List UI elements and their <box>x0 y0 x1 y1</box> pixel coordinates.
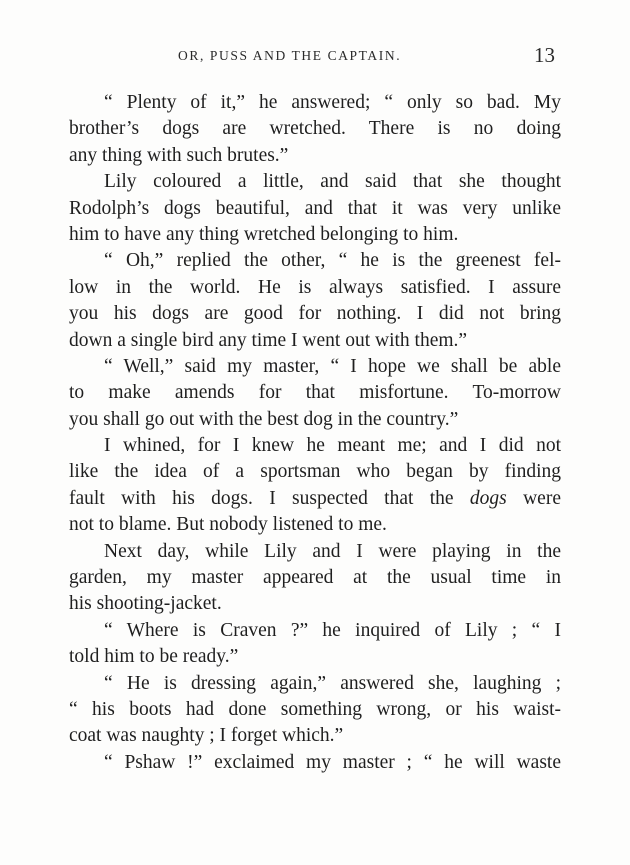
text-line: “ Plenty of it,” he answered; “ only so bad. My <box>104 92 561 113</box>
page-number: 13 <box>534 43 555 67</box>
text-line: low in the world. He is always satisfied. I assure <box>69 276 561 298</box>
text-line: brother’s dogs are wretched. There is no doing <box>69 118 561 140</box>
text-line: coat was naughty ; I forget which.” <box>69 725 344 747</box>
text-line: you his dogs are good for nothing. I did not bring <box>69 303 561 325</box>
text-line: you shall go out with the best dog in the country.” <box>69 408 459 430</box>
text-line: Next day, while Lily and I were playing in the <box>104 540 561 562</box>
text-line: like the idea of a sportsman who began by finding <box>69 461 561 483</box>
italic-emphasis: dogs <box>469 487 507 509</box>
text-line: told him to be ready.” <box>69 646 239 668</box>
body-text <box>69 90 561 776</box>
text-line: Lily coloured a little, and said that she thought <box>104 171 561 193</box>
text-line: fault with his dogs. I suspected that the dogs were <box>69 487 561 509</box>
text-line: “ He is dressing again,” answered she, laughing ; <box>104 672 561 694</box>
text-line: “ his boots had done something wrong, or his waist- <box>69 698 561 720</box>
text-line: “ Oh,” replied the other, “ he is the greenest fel- <box>104 250 561 272</box>
text-line: any thing with such brutes.” <box>69 144 289 166</box>
text-line: “ Well,” said my master, “ I hope we shall be able <box>104 355 561 377</box>
text-line: garden, my master appeared at the usual time in <box>69 567 561 589</box>
text-line: to make amends for that misfortune. To-morrow <box>69 382 561 404</box>
text-line: not to blame. But nobody listened to me. <box>69 514 387 536</box>
text-line: down a single bird any time I went out with them.” <box>69 329 468 351</box>
text-line: “ Pshaw !” exclaimed my master ; “ he will waste <box>104 751 561 773</box>
running-head: OR, PUSS AND THE CAPTAIN. <box>178 48 402 63</box>
text-line: him to have any thing wretched belonging to him. <box>69 223 459 245</box>
text-line: his shooting-jacket. <box>69 593 222 615</box>
text-line: I whined, for I knew he meant me; and I did not <box>104 435 561 457</box>
text-line: “ Where is Craven ?” he inquired of Lily ; “ I <box>104 619 561 641</box>
text-line: Rodolph’s dogs beautiful, and that it was very unlike <box>69 197 561 219</box>
